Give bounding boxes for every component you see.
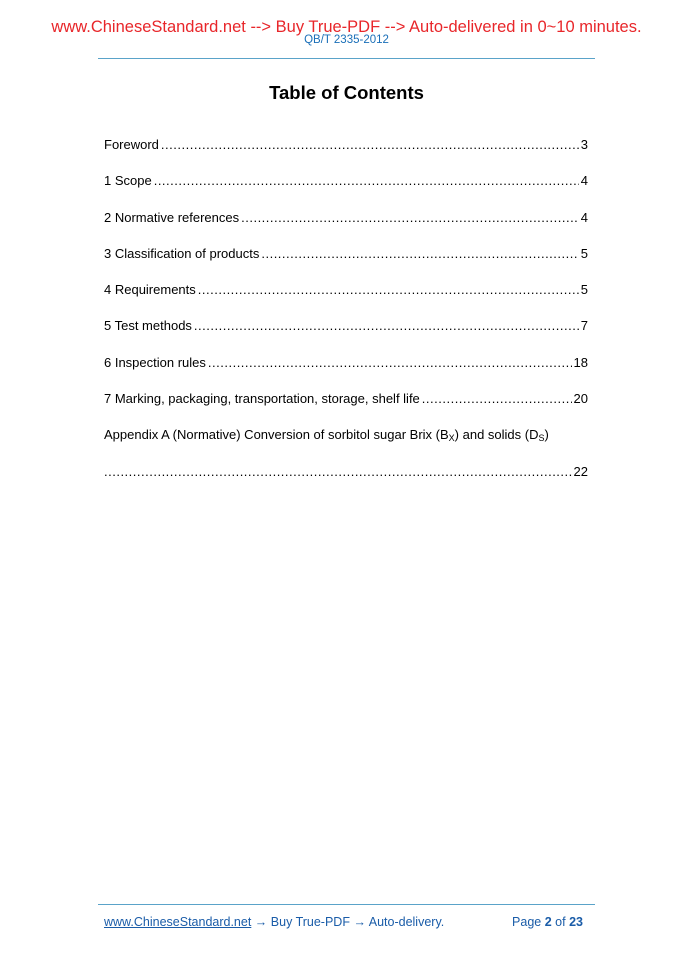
toc-entry-page: 4 [580,173,588,189]
toc-entry-normative-references[interactable] [104,210,588,246]
dot-leader [208,355,572,370]
toc-entry-label: 6 Inspection rules [104,354,206,370]
toc-entry-label: 5 Test methods [104,318,192,334]
dot-leader [198,282,579,297]
toc-entry-marking-packaging[interactable] [104,391,588,427]
toc-entry-scope[interactable] [104,173,588,209]
toc-entry-foreword[interactable] [104,137,588,173]
dot-leader [422,391,572,406]
toc-entry-inspection-rules[interactable] [104,355,588,391]
toc-entry-page: 18 [573,354,588,370]
footer-divider [98,904,595,905]
footer-buy-text: Buy True-PDF [270,915,350,929]
page-of: of [555,915,566,929]
toc-entry-requirements[interactable] [104,282,588,318]
footer-promo [104,915,444,929]
page-current: 2 [544,915,552,929]
page-total: 23 [569,915,583,929]
appendix-subscript: X [448,433,455,444]
appendix-label-part: ) [544,427,549,443]
page-title: Table of Contents [269,82,424,103]
table-of-contents [104,137,588,500]
appendix-subscript: S [538,433,545,444]
dot-leader [261,246,578,261]
toc-entry-page: 5 [580,245,588,261]
footer-link[interactable]: www.ChineseStandard.net [104,915,252,929]
toc-entry-label: 7 Marking, packaging, transportation, storage, shelf life [104,391,420,407]
toc-entry-label: 1 Scope [104,173,152,189]
page-indicator [512,915,583,929]
dot-leader [104,464,572,479]
toc-entry-page: 22 [573,463,588,479]
page-word: Page [512,915,542,929]
arrow-icon: → [353,915,366,929]
toc-entry-label: 3 Classification of products [104,245,260,261]
toc-entry-label: 4 Requirements [104,282,196,298]
toc-entry-page: 3 [580,137,588,152]
arrow-icon: → [254,915,268,929]
dot-leader [154,173,579,188]
toc-entry-classification[interactable] [104,246,588,282]
appendix-label-part: ) and solids (D [454,427,539,443]
appendix-label-part: Appendix A (Normative) Conversion of sorbitol sugar Brix (B [104,427,449,443]
toc-appendix-label[interactable] [104,427,588,463]
dot-leader [194,318,579,333]
top-banner[interactable]: www.ChineseStandard.net --> Buy True-PDF --> Auto-delivered in 0~10 minutes. [51,18,642,36]
header-divider [98,58,595,59]
toc-entry-page: 5 [580,282,588,298]
toc-entry-appendix-page[interactable] [104,464,588,500]
document-code: QB/T 2335-2012 [304,34,389,46]
toc-entry-test-methods[interactable] [104,318,588,354]
toc-entry-page: 20 [573,391,588,407]
toc-entry-label: Foreword [104,137,159,152]
toc-entry-page: 4 [580,209,588,225]
dot-leader [241,210,579,225]
toc-entry-label: 2 Normative references [104,209,240,225]
footer-delivery-text: Auto-delivery. [368,915,445,929]
dot-leader [161,137,579,152]
toc-entry-page: 7 [580,318,588,334]
